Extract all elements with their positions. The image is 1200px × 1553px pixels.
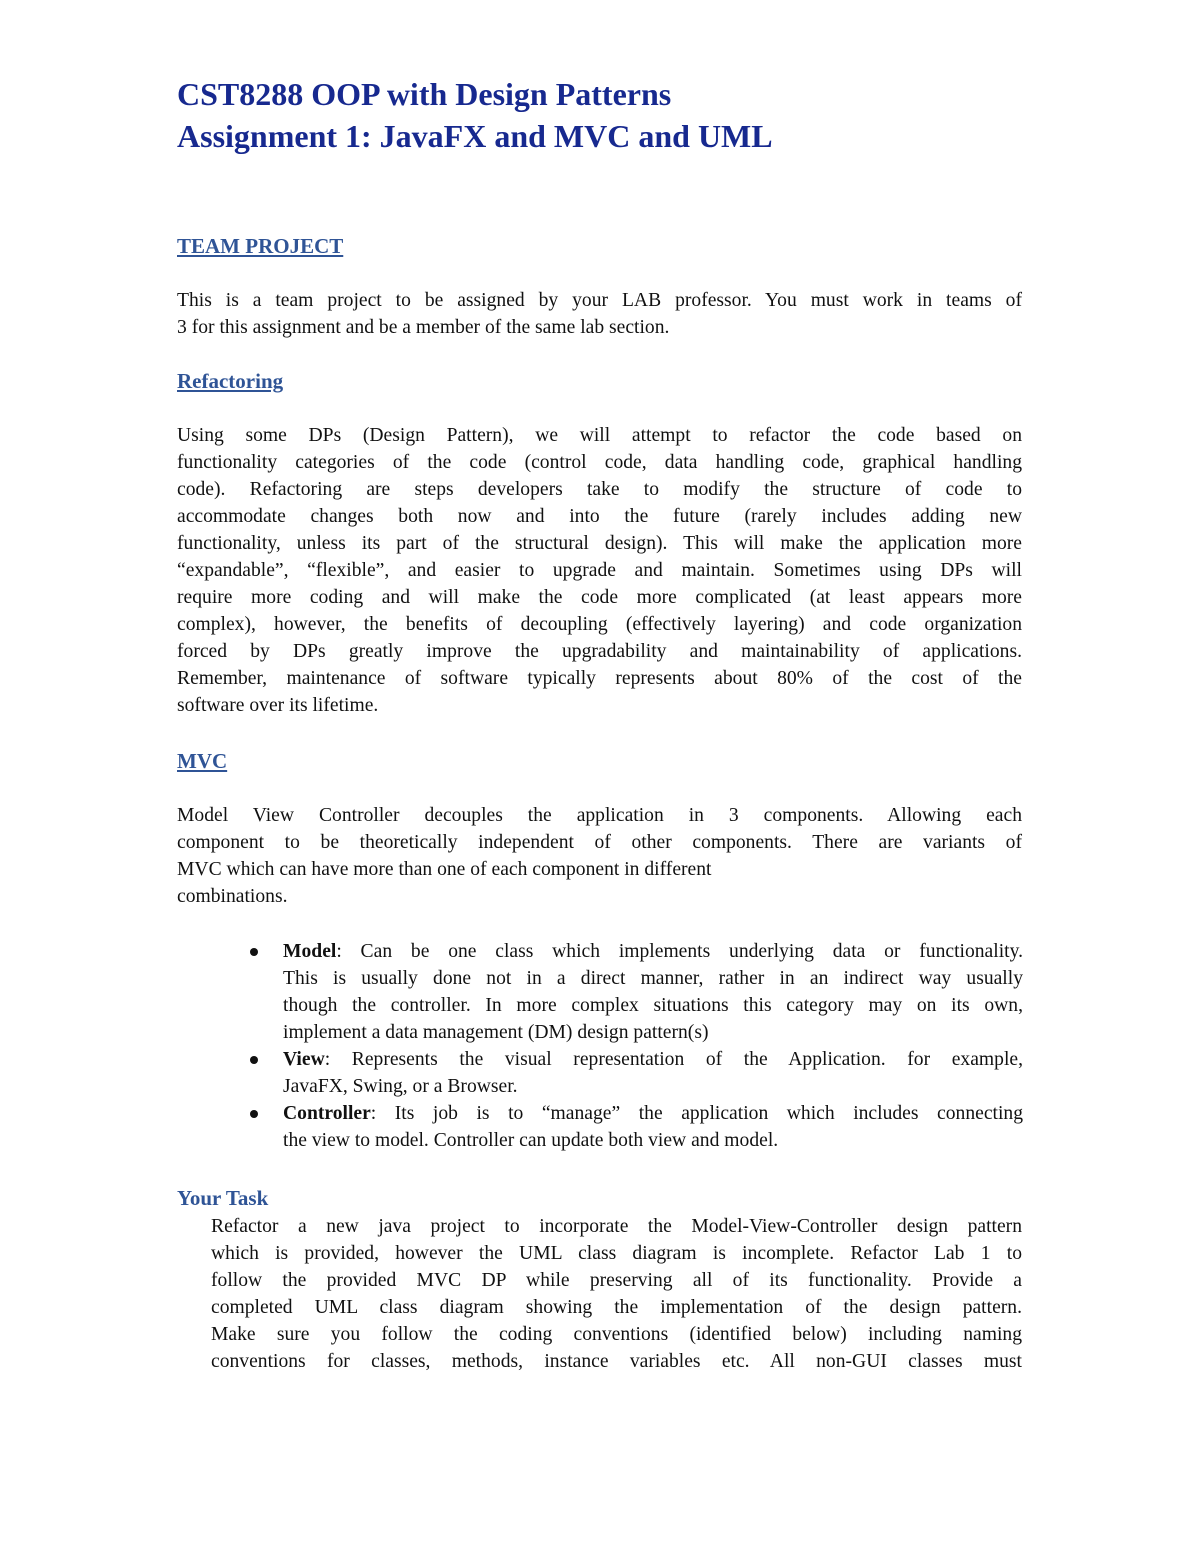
- paragraph-line: “expandable”, “flexible”, and easier to upgrade and maintain. Sometimes using DPs will: [177, 560, 1022, 581]
- paragraph-line: Using some DPs (Design Pattern), we will attempt to refactor the code based on: [177, 425, 1022, 446]
- bullet-line: This is usually done not in a direct manner, rather in an indirect way usually: [283, 968, 1023, 989]
- paragraph-line: require more coding and will make the code more complicated (at least appears more: [177, 587, 1022, 608]
- bullet-line: though the controller. In more complex situations this category may on its own,: [283, 995, 1023, 1016]
- refactoring-heading: Refactoring: [177, 369, 284, 393]
- bullet-dot-icon: [250, 1110, 258, 1118]
- paragraph-line: 3 for this assignment and be a member of the same lab section.: [177, 317, 670, 338]
- mvc-paragraph: [177, 802, 1022, 910]
- paragraph-line: Make sure you follow the coding conventions (identified below) including naming: [211, 1324, 1022, 1345]
- paragraph-line: MVC which can have more than one of each component in different: [177, 859, 712, 880]
- bullet-line: the view to model. Controller can update both view and model.: [283, 1130, 779, 1151]
- paragraph-line: functionality, unless its part of the structural design). This will make the application more: [177, 533, 1022, 554]
- paragraph-line: software over its lifetime.: [177, 695, 379, 716]
- bullet-first-line: : Represents the visual representation of the Application. for example,: [324, 1049, 1023, 1070]
- paragraph-line: conventions for classes, methods, instance variables etc. All non-GUI classes must: [211, 1351, 1022, 1372]
- bullet-line: JavaFX, Swing, or a Browser.: [283, 1076, 518, 1097]
- bullet-dot-icon: [250, 948, 258, 956]
- bullet-term: View: [283, 1049, 325, 1070]
- paragraph-line: accommodate changes both now and into the future (rarely includes adding new: [177, 506, 1022, 527]
- your-task-paragraph: [211, 1213, 1022, 1375]
- paragraph-line: follow the provided MVC DP while preserving all of its functionality. Provide a: [211, 1270, 1022, 1291]
- bullet-first-line: : Can be one class which implements underlying data or functionality.: [336, 941, 1023, 962]
- bullet-term: Model: [283, 941, 337, 962]
- paragraph-line: completed UML class diagram showing the implementation of the design pattern.: [211, 1297, 1022, 1318]
- paragraph-line: combinations.: [177, 886, 288, 907]
- paragraph-line: forced by DPs greatly improve the upgradability and maintainability of applications.: [177, 641, 1022, 662]
- paragraph-line: which is provided, however the UML class diagram is incomplete. Refactor Lab 1 to: [211, 1243, 1022, 1264]
- your-task-heading: Your Task: [177, 1186, 269, 1210]
- paragraph-line: code). Refactoring are steps developers take to modify the structure of code to: [177, 479, 1022, 500]
- paragraph-line: This is a team project to be assigned by your LAB professor. You must work in teams of: [177, 290, 1022, 311]
- bullet-text: [283, 1100, 1023, 1154]
- paragraph-line: Remember, maintenance of software typically represents about 80% of the cost of the: [177, 668, 1022, 689]
- document-title-line2: Assignment 1: JavaFX and MVC and UML: [177, 118, 773, 154]
- bullet-line: implement a data management (DM) design pattern(s): [283, 1022, 709, 1043]
- paragraph-line: component to be theoretically independent of other components. There are variants of: [177, 832, 1022, 853]
- mvc-heading: MVC: [177, 749, 228, 773]
- paragraph-line: Refactor a new java project to incorporate the Model-View-Controller design pattern: [211, 1216, 1022, 1237]
- bullet-text: [283, 1046, 1023, 1100]
- refactoring-paragraph: [177, 422, 1022, 719]
- team-project-heading: TEAM PROJECT: [177, 234, 344, 258]
- bullet-text: [283, 938, 1023, 1046]
- bullet-term: Controller: [283, 1103, 371, 1124]
- team-project-paragraph: [177, 287, 1022, 341]
- bullet-dot-icon: [250, 1056, 258, 1064]
- document-title-line1: CST8288 OOP with Design Patterns: [177, 76, 672, 112]
- bullet-first-line: : Its job is to “manage” the application which includes connecting: [370, 1103, 1023, 1124]
- paragraph-line: functionality categories of the code (control code, data handling code, graphical handling: [177, 452, 1022, 473]
- paragraph-line: Model View Controller decouples the application in 3 components. Allowing each: [177, 805, 1022, 826]
- paragraph-line: complex), however, the benefits of decoupling (effectively layering) and code organization: [177, 614, 1022, 635]
